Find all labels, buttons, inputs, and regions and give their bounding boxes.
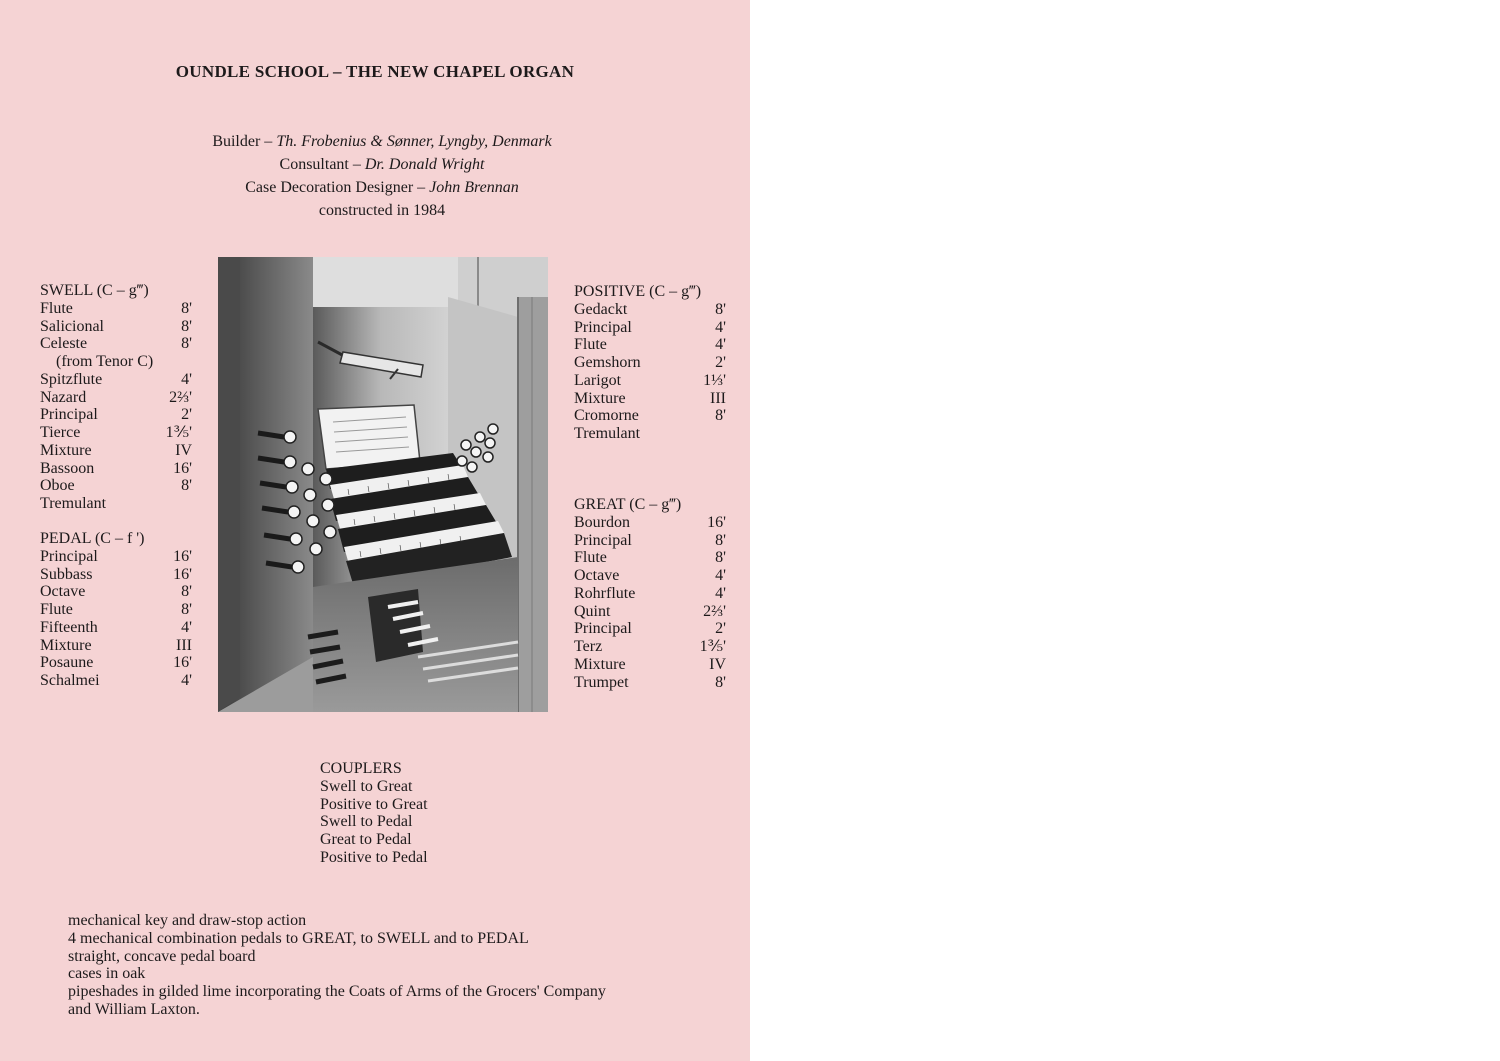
stop-row: Tremulant [574, 425, 641, 442]
note-line: straight, concave pedal board [68, 947, 256, 965]
stop-row: Principal 8' [574, 531, 726, 549]
stop-row: Quint 2⅔' [574, 602, 726, 620]
stop-row: Tremulant [40, 495, 107, 512]
pedal-division [40, 530, 192, 690]
stop-row: Bassoon 16' [40, 459, 192, 477]
stop-row: Schalmei 4' [40, 672, 192, 689]
stop-row: Mixture IV [574, 655, 726, 673]
stop-row: Salicional 8' [40, 317, 192, 335]
builder-name: Th. Frobenius & Sønner, Lyngby, Denmark [276, 133, 552, 150]
stop-row: Celeste 8' [40, 335, 192, 353]
great-division [574, 496, 726, 691]
positive-heading: POSITIVE (C – g‴) [574, 283, 702, 300]
note-line: and William Laxton. [68, 1000, 200, 1018]
stop-row: Mixture III [40, 636, 192, 654]
stop-row: Flute 8' [40, 601, 192, 618]
stop-row: Rohrflute 4' [574, 584, 726, 602]
coupler-item: Swell to Great [320, 777, 413, 795]
couplers-heading: COUPLERS [320, 760, 402, 777]
coupler-item: Positive to Great [320, 795, 428, 813]
stop-row: Flute 4' [574, 336, 726, 354]
stop-row: Gedackt 8' [574, 300, 726, 318]
pedal-heading: PEDAL (C – f ') [40, 530, 145, 547]
swell-heading: SWELL (C – g‴) [40, 282, 149, 299]
stop-row: Gemshorn 2' [574, 354, 726, 371]
stop-row: (from Tenor C) [56, 353, 154, 370]
organ-console-illustration [218, 257, 548, 712]
coupler-item: Great to Pedal [320, 831, 412, 849]
consultant-name: Dr. Donald Wright [364, 156, 485, 173]
designer-line: Case Decoration Designer – John Brennan [245, 179, 519, 196]
stop-row: Spitzflute 4' [40, 370, 192, 388]
stop-row: Cromorne 8' [574, 407, 726, 425]
designer-name: John Brennan [429, 179, 519, 196]
note-line: cases in oak [68, 965, 146, 983]
positive-division [574, 283, 726, 443]
note-line: 4 mechanical combination pedals to GREAT, to SWELL and to PEDAL [68, 929, 529, 947]
stop-row: Principal 2' [40, 406, 192, 424]
stop-row: Bourdon 16' [574, 513, 726, 531]
constructed-line: constructed in 1984 [318, 202, 446, 219]
stop-row: Trumpet 8' [574, 673, 726, 691]
coupler-item: Swell to Pedal [320, 813, 413, 831]
stop-row: Nazard 2⅔' [40, 388, 192, 406]
stop-row: Subbass 16' [40, 565, 192, 583]
stop-row: Octave 8' [40, 583, 192, 601]
builder-line: Builder – Th. Frobenius & Sønner, Lyngby, Denmark [212, 133, 552, 150]
credits-block [0, 130, 750, 222]
stop-row: Octave 4' [574, 567, 726, 584]
stop-row: Flute 8' [574, 549, 726, 567]
organ-console-photo [218, 257, 548, 712]
stop-row: Fifteenth 4' [40, 618, 192, 636]
swell-division [40, 282, 192, 513]
note-line: pipeshades in gilded lime incorporating the Coats of Arms of the Grocers' Company [68, 983, 606, 1001]
coupler-item: Positive to Pedal [320, 848, 428, 866]
stop-row: Larigot 1⅓' [574, 371, 726, 389]
stop-row: Terz 1⅗' [574, 638, 726, 655]
couplers-section [320, 760, 428, 867]
specification-notes [68, 912, 606, 1019]
stop-row: Mixture IV [40, 441, 192, 459]
page-title: OUNDLE SCHOOL – THE NEW CHAPEL ORGAN [175, 62, 575, 81]
stop-row: Flute 8' [40, 299, 192, 317]
stop-row: Tierce 1⅗' [40, 424, 192, 441]
stop-row: Oboe 8' [40, 477, 192, 495]
great-heading: GREAT (C – g‴) [574, 496, 682, 513]
stop-row: Mixture III [574, 389, 726, 407]
stop-row: Principal 16' [40, 547, 192, 565]
stop-row: Principal 4' [574, 318, 726, 336]
note-line: mechanical key and draw-stop action [68, 912, 307, 929]
stop-row: Principal 2' [574, 620, 726, 638]
consultant-line: Consultant – Dr. Donald Wright [279, 156, 485, 173]
stop-row: Posaune 16' [40, 654, 192, 672]
